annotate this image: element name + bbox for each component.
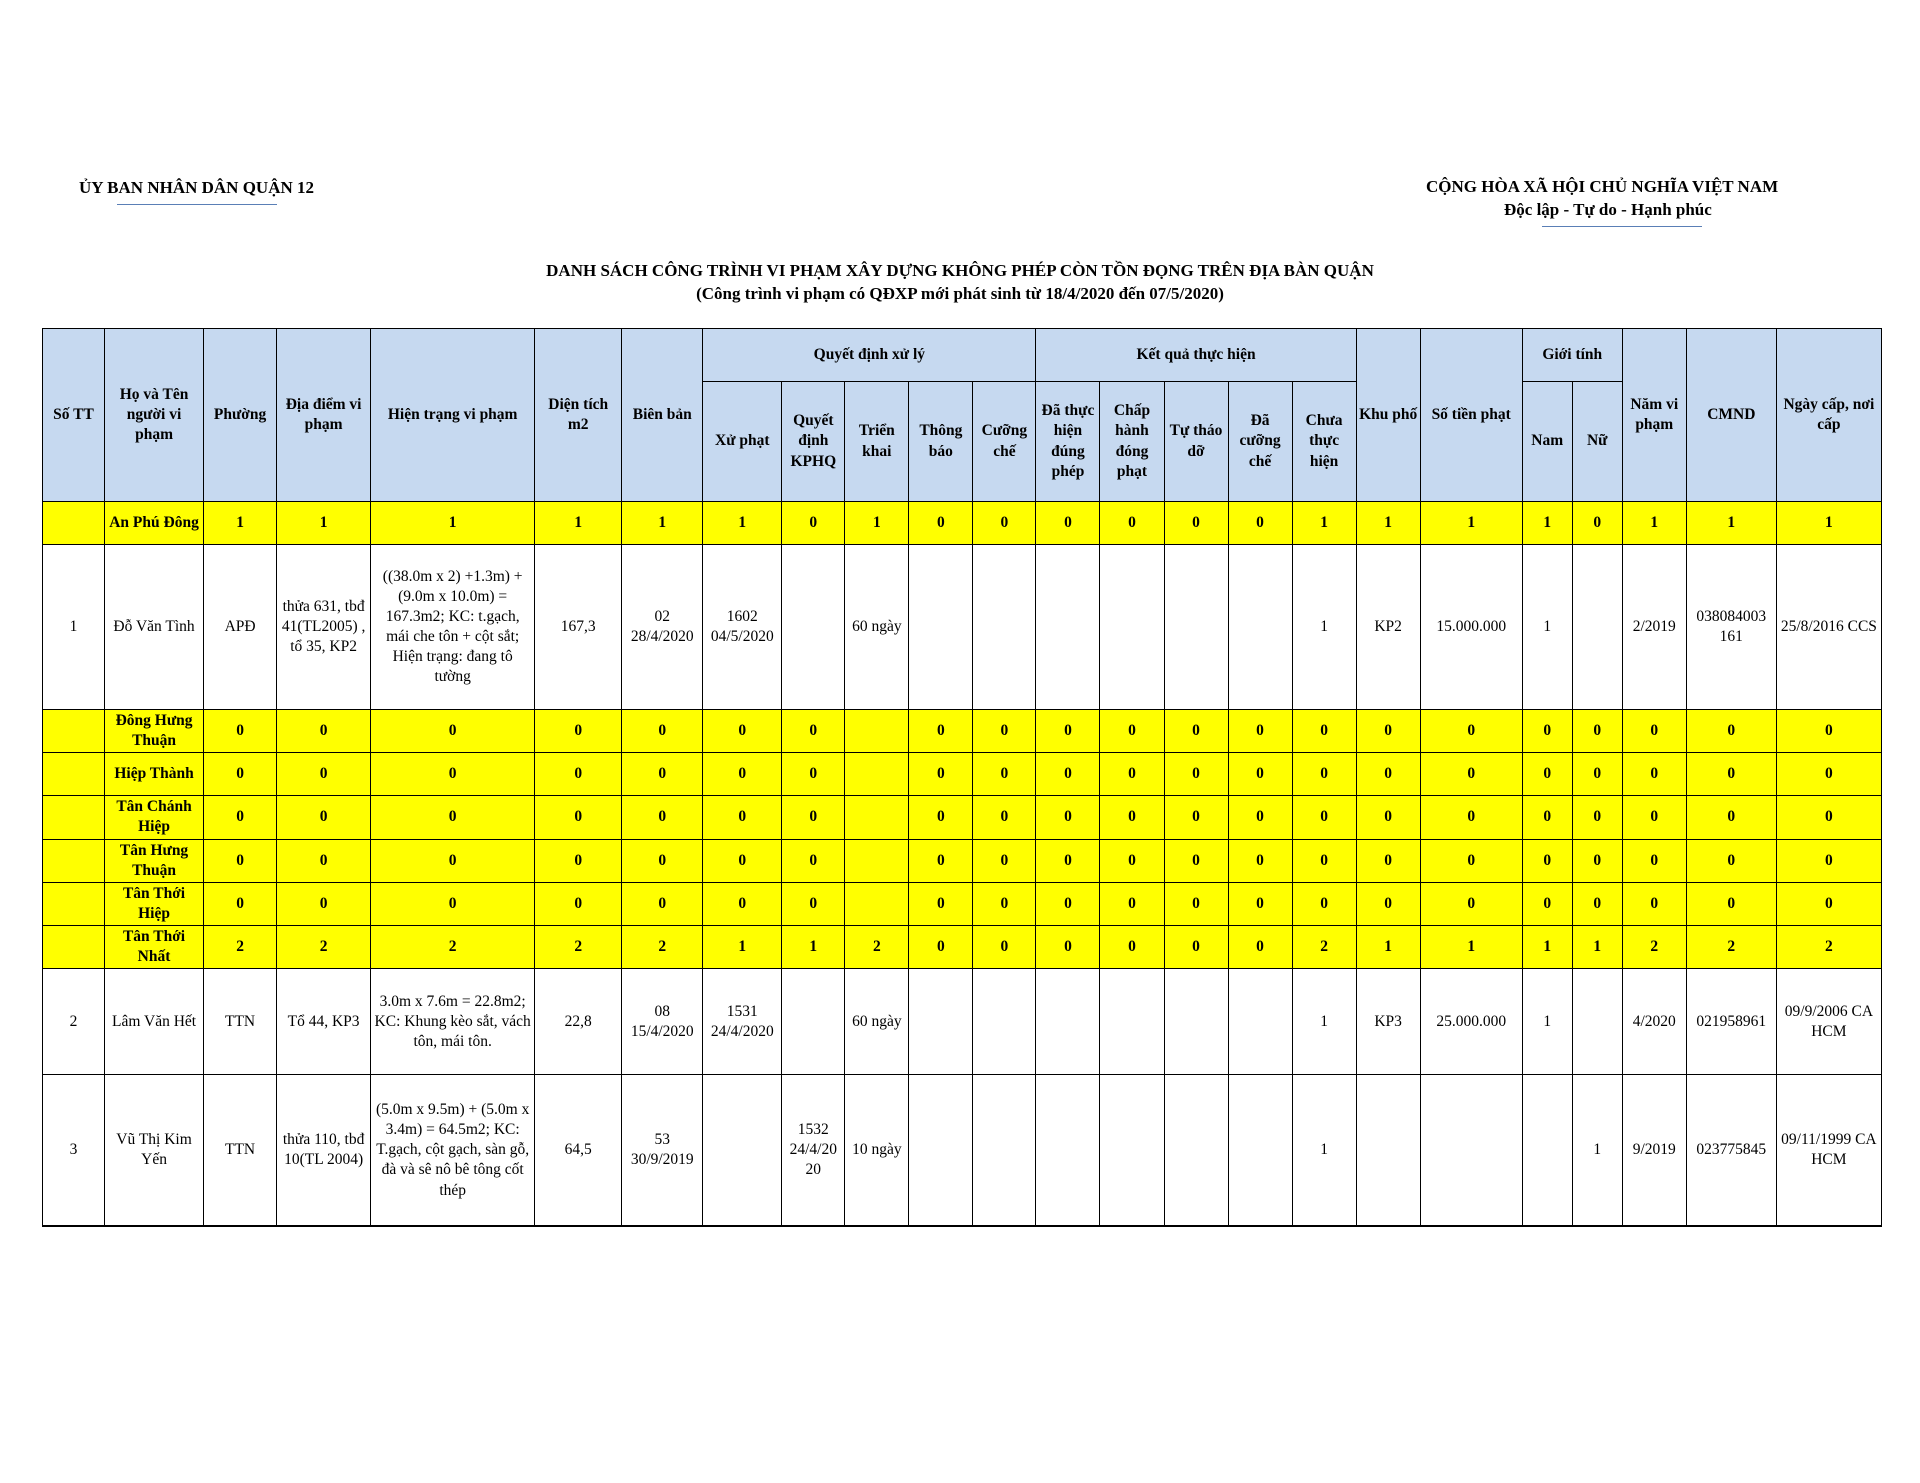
table-cell [1100,969,1164,1075]
table-cell [703,1075,782,1227]
table-row [43,969,1882,1075]
table-cell: 0 [909,502,973,545]
table-cell [909,969,973,1075]
table-cell: 1 [1622,502,1686,545]
table-cell: 0 [1100,796,1164,839]
table-cell: 0 [535,710,622,753]
table-cell: 22,8 [535,969,622,1075]
table-cell: 0 [1420,710,1522,753]
table-cell [1572,545,1622,710]
table-cell: ((38.0m x 2) +1.3m) + (9.0m x 10.0m) = 167.3m2; KC: t.gạch, mái che tôn + cột sắt; Hiện trạng: đang tô tường [371,545,535,710]
table-cell: 0 [1356,796,1420,839]
table-cell: 0 [1228,796,1292,839]
table-cell: 0 [1164,502,1228,545]
col-sotien: Số tiền phạt [1420,329,1522,502]
col-stt: Số TT [43,329,105,502]
table-cell: 0 [204,710,277,753]
table-cell: TTN [204,969,277,1075]
table-cell: 2 [1622,926,1686,969]
table-cell: 0 [1686,882,1776,925]
table-cell: 0 [973,502,1036,545]
col-ngaycap: Ngày cấp, nơi cấp [1776,329,1881,502]
table-cell: 0 [1036,753,1100,796]
table-cell: 0 [622,796,703,839]
col-dungphep: Đã thực hiện đúng phép [1036,382,1100,502]
table-cell: APĐ [204,545,277,710]
table-cell: 0 [277,753,371,796]
table-cell: 0 [204,839,277,882]
table-cell [1228,969,1292,1075]
summary-row [43,796,1882,839]
table-cell: 0 [1622,710,1686,753]
table-cell: 0 [1292,839,1356,882]
table-cell: 0 [973,753,1036,796]
table-cell: 0 [782,882,845,925]
table-cell: 0 [1164,753,1228,796]
table-cell: 0 [1622,839,1686,882]
table-cell: 0 [1776,882,1881,925]
table-cell: 15.000.000 [1420,545,1522,710]
table-cell: 53 30/9/2019 [622,1075,703,1227]
table-cell: 1531 24/4/2020 [703,969,782,1075]
table-cell: 0 [1686,796,1776,839]
table-cell: 0 [622,882,703,925]
table-cell: 0 [1164,882,1228,925]
table-cell: 0 [204,753,277,796]
table-cell: 0 [1036,502,1100,545]
table-cell: 0 [1100,753,1164,796]
col-group-gender: Giới tính [1522,329,1622,382]
table-cell: 60 ngày [845,969,909,1075]
table-cell: 2 [204,926,277,969]
table-cell: 0 [622,839,703,882]
table-cell: 0 [1686,839,1776,882]
document-title: DANH SÁCH CÔNG TRÌNH VI PHẠM XÂY DỰNG KHÔNG PHÉP CÒN TỒN ĐỌNG TRÊN ĐỊA BÀN QUẬN [546,261,1374,280]
table-cell [43,926,105,969]
table-cell: 0 [1622,882,1686,925]
table-cell: 0 [1036,926,1100,969]
col-kphq: Quyết định KPHQ [782,382,845,502]
table-cell: 2 [1292,926,1356,969]
table-cell: 1 [204,502,277,545]
table-cell: 0 [1572,882,1622,925]
table-cell: 0 [1100,502,1164,545]
summary-row [43,839,1882,882]
table-cell: 1 [1776,502,1881,545]
table-cell: 0 [1522,753,1572,796]
table-cell: 09/9/2006 CA HCM [1776,969,1881,1075]
table-cell: Đông Hưng Thuận [105,710,204,753]
table-cell: 60 ngày [845,545,909,710]
table-cell [43,839,105,882]
table-cell: 0 [1420,839,1522,882]
committee-name: ỦY BAN NHÂN DÂN QUẬN 12 [79,178,315,197]
table-cell: 0 [277,796,371,839]
header-left-underline [117,204,277,205]
table-cell: 0 [782,502,845,545]
table-cell: 1 [1292,969,1356,1075]
table-cell: 0 [782,796,845,839]
col-chuath: Chưa thực hiện [1292,382,1356,502]
table-cell: Tân Chánh Hiệp [105,796,204,839]
table-cell: 2 [1776,926,1881,969]
table-cell: TTN [204,1075,277,1227]
table-cell: Tân Thới Nhất [105,926,204,969]
table-cell: 0 [622,710,703,753]
summary-row [43,710,1882,753]
summary-row [43,882,1882,925]
table-cell: 0 [782,753,845,796]
table-cell: 0 [1776,796,1881,839]
table-cell: 0 [371,796,535,839]
col-area: Diện tích m2 [535,329,622,502]
table-cell: 2 [371,926,535,969]
table-cell: 0 [1100,710,1164,753]
table-cell: 0 [1572,796,1622,839]
table-cell: 3 [43,1075,105,1227]
table-cell: 1 [1522,545,1572,710]
table-cell: 0 [1522,839,1572,882]
table-cell [1164,545,1228,710]
table-cell: Tân Thới Hiệp [105,882,204,925]
col-nu: Nữ [1572,382,1622,502]
table-cell: 2 [845,926,909,969]
table-cell: Tổ 44, KP3 [277,969,371,1075]
table-cell: Hiệp Thành [105,753,204,796]
table-cell: 2 [1686,926,1776,969]
table-cell: 0 [277,882,371,925]
table-cell: 0 [1292,753,1356,796]
table-cell: 0 [1686,710,1776,753]
table-body [43,502,1882,1227]
table-cell: 0 [1522,796,1572,839]
table-cell: 1 [1522,969,1572,1075]
table-cell: 0 [703,796,782,839]
col-chaphanh: Chấp hành đóng phạt [1100,382,1164,502]
table-cell: 0 [535,839,622,882]
table-cell: 0 [1228,710,1292,753]
table-cell [1164,969,1228,1075]
table-cell: 1 [703,502,782,545]
table-cell: 0 [1356,710,1420,753]
table-cell [973,545,1036,710]
table-cell: 1 [782,926,845,969]
table-cell: 0 [371,839,535,882]
table-cell: thửa 631, tbđ 41(TL2005) , tổ 35, KP2 [277,545,371,710]
table-cell: 0 [1420,753,1522,796]
table-cell: 02 28/4/2020 [622,545,703,710]
col-cuongche: Cưỡng chế [973,382,1036,502]
table-cell: 0 [1572,710,1622,753]
table-cell: 0 [1228,753,1292,796]
national-motto: Độc lập - Tự do - Hạnh phúc [1504,200,1712,219]
table-cell: 038084003 161 [1686,545,1776,710]
table-cell: 0 [1356,753,1420,796]
table-cell: 0 [1686,753,1776,796]
table-cell: 0 [371,882,535,925]
table-cell: 1 [43,545,105,710]
table-cell [43,753,105,796]
header-right-underline [1542,226,1702,227]
table-cell: 1 [371,502,535,545]
table-cell: 021958961 [1686,969,1776,1075]
table-cell: 0 [1420,796,1522,839]
table-cell [782,969,845,1075]
summary-row [43,502,1882,545]
table-cell: Vũ Thị Kim Yến [105,1075,204,1227]
table-cell: 0 [973,882,1036,925]
table-cell: 0 [1228,882,1292,925]
table-cell [1356,1075,1420,1227]
table-cell: 0 [973,796,1036,839]
table-cell [1522,1075,1572,1227]
table-cell: thửa 110, tbđ 10(TL 2004) [277,1075,371,1227]
table-cell: 0 [204,882,277,925]
table-cell: 0 [1100,882,1164,925]
table-cell: 0 [1572,839,1622,882]
table-cell: 0 [535,882,622,925]
table-cell: 1 [1686,502,1776,545]
col-status: Hiện trạng vi phạm [371,329,535,502]
table-cell [845,753,909,796]
table-cell [845,839,909,882]
table-cell [1228,1075,1292,1227]
table-cell [845,710,909,753]
table-cell [1100,545,1164,710]
table-cell: 0 [973,926,1036,969]
table-cell: 0 [1292,796,1356,839]
table-cell: (5.0m x 9.5m) + (5.0m x 3.4m) = 64.5m2; KC: T.gạch, cột gạch, sàn gỗ, đà và sê nô bê tông cốt thép [371,1075,535,1227]
table-cell [845,796,909,839]
table-cell: 0 [1356,839,1420,882]
table-cell [973,969,1036,1075]
table-cell [43,882,105,925]
table-cell: 0 [1228,502,1292,545]
table-cell [909,1075,973,1227]
table-cell: 3.0m x 7.6m = 22.8m2; KC: Khung kèo sắt, vách tôn, mái tôn. [371,969,535,1075]
table-cell: Tân Hưng Thuận [105,839,204,882]
table-cell: 0 [1100,839,1164,882]
table-cell: 0 [1776,839,1881,882]
table-cell: 0 [1622,753,1686,796]
table-cell: 0 [1036,839,1100,882]
table-cell [43,710,105,753]
table-cell [43,502,105,545]
document-subtitle: (Công trình vi phạm có QĐXP mới phát sinh từ 18/4/2020 đến 07/5/2020) [696,284,1224,303]
violation-table [42,328,1882,1227]
summary-row [43,926,1882,969]
table-cell: 1 [703,926,782,969]
col-dacuongche: Đã cưỡng chế [1228,382,1292,502]
table-cell: 1 [1356,502,1420,545]
col-nam: Nam [1522,382,1572,502]
table-cell: 0 [1622,796,1686,839]
table-cell: 1 [1420,502,1522,545]
table-cell: 167,3 [535,545,622,710]
table-cell: 4/2020 [1622,969,1686,1075]
table-cell: 09/11/1999 CA HCM [1776,1075,1881,1227]
table-row [43,1075,1882,1227]
table-cell: 1 [1522,926,1572,969]
col-cmnd: CMND [1686,329,1776,502]
table-cell: 0 [1164,796,1228,839]
table-cell: 0 [371,753,535,796]
table-cell: 1532 24/4/20 20 [782,1075,845,1227]
table-cell: 0 [703,710,782,753]
table-cell: 1 [1292,545,1356,710]
table-cell [1036,545,1100,710]
table-cell: KP3 [1356,969,1420,1075]
col-group-decision: Quyết định xử lý [703,329,1036,382]
col-name: Họ và Tên người vi phạm [105,329,204,502]
table-cell: 1 [277,502,371,545]
table-row [43,545,1882,710]
table-cell [782,545,845,710]
table-cell: 0 [1522,710,1572,753]
table-cell: 0 [535,796,622,839]
table-cell: 0 [1572,753,1622,796]
table-cell: 2/2019 [1622,545,1686,710]
table-cell: 023775845 [1686,1075,1776,1227]
table-cell: 1 [1522,502,1572,545]
col-tuthao: Tự tháo dỡ [1164,382,1228,502]
national-title: CỘNG HÒA XÃ HỘI CHỦ NGHĨA VIỆT NAM [1426,177,1779,196]
table-header [43,329,1882,502]
table-cell: KP2 [1356,545,1420,710]
table-cell: 25/8/2016 CCS [1776,545,1881,710]
col-group-result: Kết quả thực hiện [1036,329,1356,382]
col-phuong: Phường [204,329,277,502]
table-cell: 0 [1164,926,1228,969]
table-cell: 1 [1356,926,1420,969]
table-cell: 1 [622,502,703,545]
col-xuphat: Xử phạt [703,382,782,502]
table-cell: 2 [43,969,105,1075]
table-cell: 0 [703,839,782,882]
table-cell: 1 [1292,502,1356,545]
table-cell: 0 [703,882,782,925]
table-cell: 0 [973,839,1036,882]
table-cell [1572,969,1622,1075]
table-cell [43,796,105,839]
table-cell: 0 [909,926,973,969]
table-cell: 0 [909,753,973,796]
table-cell: 1 [1572,926,1622,969]
table-cell: Đỗ Văn Tình [105,545,204,710]
table-cell: 25.000.000 [1420,969,1522,1075]
table-cell: 08 15/4/2020 [622,969,703,1075]
col-khupho: Khu phố [1356,329,1420,502]
table-cell: 0 [1228,926,1292,969]
table-cell: 0 [909,796,973,839]
table-cell: 0 [1100,926,1164,969]
table-cell: 1 [1420,926,1522,969]
table-cell: 0 [909,882,973,925]
table-cell: 1 [1572,1075,1622,1227]
table-cell: 0 [1776,710,1881,753]
table-cell: 0 [1228,839,1292,882]
table-cell: An Phú Đông [105,502,204,545]
table-cell [1164,1075,1228,1227]
col-thongbao: Thông báo [909,382,973,502]
table-cell: 0 [1292,710,1356,753]
table-cell: 0 [909,710,973,753]
table-cell: 0 [1522,882,1572,925]
table-cell: 0 [1036,882,1100,925]
table-cell: 0 [277,839,371,882]
table-cell: 0 [1292,882,1356,925]
table-cell: 0 [1356,882,1420,925]
col-bienban: Biên bản [622,329,703,502]
col-namvp: Năm vi phạm [1622,329,1686,502]
table-cell: 0 [1036,796,1100,839]
table-cell: 1 [535,502,622,545]
col-trienkhai: Triển khai [845,382,909,502]
table-cell [973,1075,1036,1227]
table-cell: 0 [1420,882,1522,925]
table-cell: 0 [973,710,1036,753]
table-cell [1420,1075,1522,1227]
table-cell: 0 [1164,839,1228,882]
table-cell: 0 [909,839,973,882]
table-cell: 0 [535,753,622,796]
table-cell: 0 [1164,710,1228,753]
table-cell: 1 [845,502,909,545]
table-cell: 2 [622,926,703,969]
table-cell: Lâm Văn Hết [105,969,204,1075]
table-cell: 0 [622,753,703,796]
table-cell: 0 [782,839,845,882]
table-cell: 0 [1036,710,1100,753]
table-cell [1100,1075,1164,1227]
summary-row [43,753,1882,796]
table-cell: 0 [782,710,845,753]
table-cell: 1602 04/5/2020 [703,545,782,710]
table-cell: 0 [1572,502,1622,545]
table-cell: 64,5 [535,1075,622,1227]
table-cell: 9/2019 [1622,1075,1686,1227]
table-cell: 0 [371,710,535,753]
table-cell: 0 [1776,753,1881,796]
table-cell: 1 [1292,1075,1356,1227]
table-cell [909,545,973,710]
table-cell: 0 [204,796,277,839]
table-cell: 0 [277,710,371,753]
table-cell: 0 [703,753,782,796]
table-cell [1036,969,1100,1075]
table-cell: 10 ngày [845,1075,909,1227]
table-cell [845,882,909,925]
table-cell: 2 [535,926,622,969]
table-cell [1036,1075,1100,1227]
table-cell [1228,545,1292,710]
col-location: Địa điểm vi phạm [277,329,371,502]
table-cell: 2 [277,926,371,969]
